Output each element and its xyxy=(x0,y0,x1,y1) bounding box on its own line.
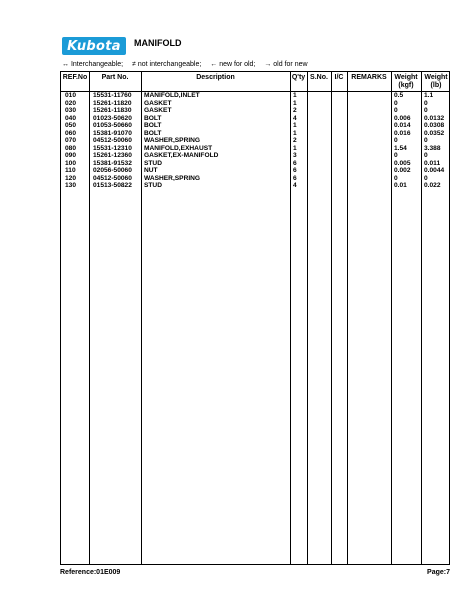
cell-wkgf: 0.016 xyxy=(394,129,411,137)
cell-qty: 4 xyxy=(293,114,297,122)
cell-desc: MANIFOLD,INLET xyxy=(144,92,200,99)
cell-qty: 4 xyxy=(293,182,297,189)
cell-desc: STUD xyxy=(144,159,162,167)
cell-wlb: 0 xyxy=(424,174,428,182)
col-part-header: Part No. xyxy=(101,74,129,81)
table-row xyxy=(61,182,449,190)
table-row xyxy=(61,145,449,153)
cell-qty: 1 xyxy=(293,144,297,152)
cell-wkgf: 0 xyxy=(394,99,398,107)
page-title: MANIFOLD xyxy=(134,38,182,48)
cell-wkgf: 0.005 xyxy=(394,159,411,167)
kubota-logo: Kubota xyxy=(62,37,126,55)
cell-wkgf: 0 xyxy=(394,174,398,182)
col-weight-lb-header: Weight (lb) xyxy=(424,74,448,89)
cell-qty: 6 xyxy=(293,174,297,182)
cell-wkgf: 0.002 xyxy=(394,167,411,174)
table-row xyxy=(61,122,449,130)
legend-item: ≠ not interchangeable; xyxy=(132,61,202,68)
cell-ref: 010 xyxy=(65,92,77,99)
cell-desc: MANIFOLD,EXHAUST xyxy=(144,144,213,152)
cell-wkgf: 0 xyxy=(394,152,398,159)
cell-part: 15381-91532 xyxy=(93,159,132,167)
col-ic-header: I/C xyxy=(334,74,344,81)
col-qty-header: Q'ty xyxy=(291,74,306,81)
cell-ref: 050 xyxy=(65,122,77,129)
cell-part: 15381-91070 xyxy=(93,129,132,137)
cell-qty: 1 xyxy=(293,92,297,99)
cell-ref: 120 xyxy=(65,174,77,182)
col-ref-header: REF.No xyxy=(62,74,88,81)
cell-qty: 6 xyxy=(293,167,297,174)
cell-wkgf: 0 xyxy=(394,137,398,144)
cell-qty: 2 xyxy=(293,107,297,114)
table-row xyxy=(61,130,449,138)
cell-desc: BOLT xyxy=(144,129,162,137)
cell-wlb: 0 xyxy=(424,152,428,159)
cell-qty: 1 xyxy=(293,122,297,129)
cell-ref: 030 xyxy=(65,107,77,114)
table-row xyxy=(61,137,449,145)
cell-part: 04512-50060 xyxy=(93,137,132,144)
cell-part: 01053-50660 xyxy=(93,122,132,129)
page-number: Page:7 xyxy=(427,569,450,576)
cell-qty: 3 xyxy=(293,152,297,159)
table-body xyxy=(61,92,449,190)
cell-desc: NUT xyxy=(144,167,158,174)
cell-ref: 020 xyxy=(65,99,77,107)
col-weight-kgf-header: Weight (kgf) xyxy=(394,74,418,89)
cell-part: 02056-50060 xyxy=(93,167,132,174)
cell-qty: 2 xyxy=(293,137,297,144)
cell-desc: WASHER,SPRING xyxy=(144,137,201,144)
cell-part: 15531-11760 xyxy=(93,92,132,99)
cell-qty: 1 xyxy=(293,99,297,107)
cell-ref: 100 xyxy=(65,159,77,167)
interchange-legend xyxy=(62,61,315,68)
cell-wlb: 3.388 xyxy=(424,144,441,152)
cell-desc: BOLT xyxy=(144,122,162,129)
cell-desc: STUD xyxy=(144,182,162,189)
table-row xyxy=(61,92,449,100)
cell-wkgf: 0.006 xyxy=(394,114,411,122)
legend-item: → old for new xyxy=(264,61,308,68)
cell-desc: WASHER,SPRING xyxy=(144,174,201,182)
col-desc-header: Description xyxy=(196,74,235,81)
cell-wkgf: 0.01 xyxy=(394,182,407,189)
cell-ref: 070 xyxy=(65,137,77,144)
cell-wlb: 0.022 xyxy=(424,182,441,189)
cell-wlb: 0.0308 xyxy=(424,122,445,129)
cell-ref: 040 xyxy=(65,114,77,122)
cell-wlb: 0.0044 xyxy=(424,167,445,174)
cell-wlb: 0.011 xyxy=(424,159,441,167)
col-sno-header: S.No. xyxy=(310,74,328,81)
cell-wlb: 0.0132 xyxy=(424,114,445,122)
cell-qty: 6 xyxy=(293,159,297,167)
table-row xyxy=(61,152,449,160)
cell-wlb: 0 xyxy=(424,137,428,144)
cell-ref: 130 xyxy=(65,182,77,189)
cell-ref: 060 xyxy=(65,129,77,137)
legend-item: ← new for old; xyxy=(210,61,256,68)
cell-wlb: 0 xyxy=(424,107,428,114)
cell-part: 15531-12310 xyxy=(93,144,132,152)
cell-desc: GASKET xyxy=(144,107,172,114)
cell-wlb: 0.0352 xyxy=(424,129,445,137)
reference-label: Reference:01E009 xyxy=(60,569,121,576)
cell-ref: 090 xyxy=(65,152,77,159)
cell-part: 04512-50060 xyxy=(93,174,132,182)
cell-wlb: 1.1 xyxy=(424,92,434,99)
parts-table xyxy=(60,71,450,565)
cell-part: 15261-11820 xyxy=(93,99,132,107)
cell-ref: 110 xyxy=(65,167,76,174)
cell-wlb: 0 xyxy=(424,99,428,107)
table-row xyxy=(61,107,449,115)
cell-wkgf: 0.5 xyxy=(394,92,404,99)
cell-wkgf: 1.54 xyxy=(394,144,407,152)
legend-item: ↔ Interchangeable; xyxy=(62,61,124,68)
cell-part: 15261-12360 xyxy=(93,152,132,159)
cell-wkgf: 0.014 xyxy=(394,122,411,129)
col-remarks-header: REMARKS xyxy=(351,74,387,81)
cell-desc: GASKET xyxy=(144,99,172,107)
cell-qty: 1 xyxy=(293,129,297,137)
table-row xyxy=(61,115,449,123)
cell-part: 01023-50620 xyxy=(93,114,132,122)
table-row xyxy=(61,100,449,108)
cell-desc: GASKET,EX-MANIFOLD xyxy=(144,152,219,159)
table-row xyxy=(61,175,449,183)
cell-ref: 080 xyxy=(65,144,77,152)
table-row xyxy=(61,167,449,175)
cell-desc: BOLT xyxy=(144,114,162,122)
cell-wkgf: 0 xyxy=(394,107,398,114)
cell-part: 01513-50822 xyxy=(93,182,132,189)
cell-part: 15261-11830 xyxy=(93,107,132,114)
table-row xyxy=(61,160,449,168)
